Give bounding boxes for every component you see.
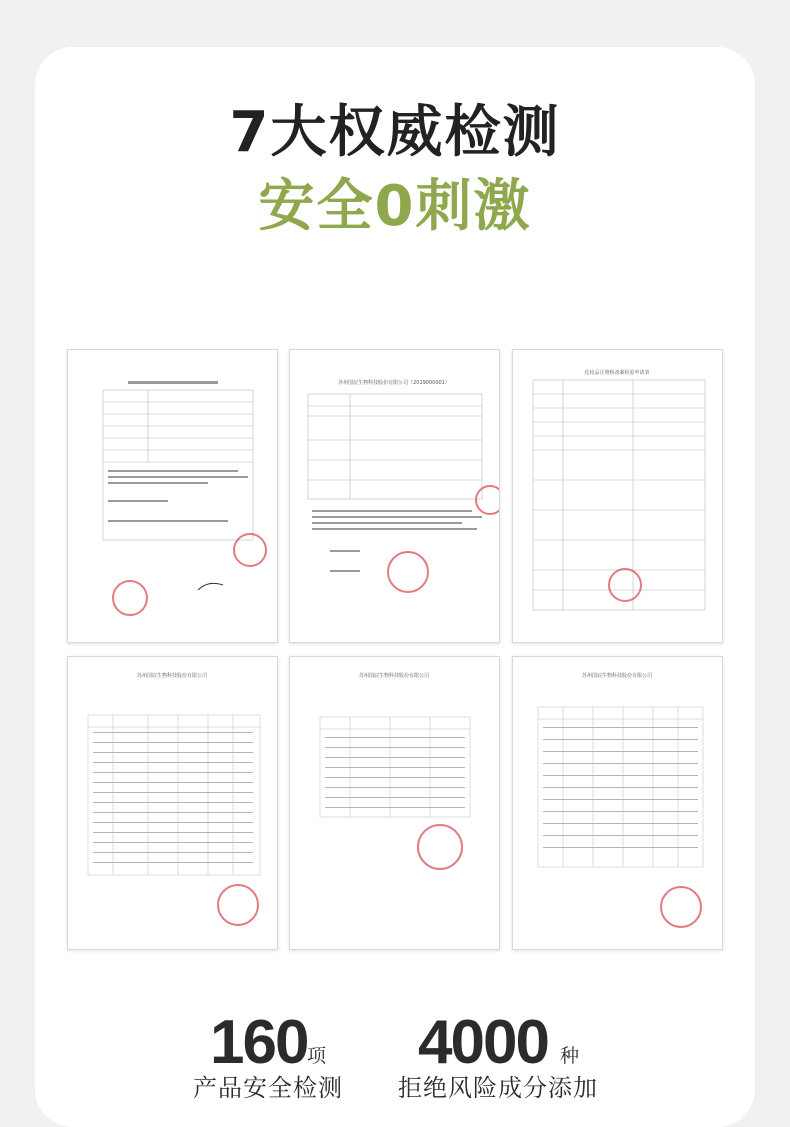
stat-number-tests: 160: [210, 1008, 308, 1077]
test-report-document-5: [289, 656, 500, 950]
stat-label-tests: 产品安全检测: [193, 1074, 343, 1102]
stat-label-ingredients: 拒绝风险成分添加: [398, 1074, 598, 1102]
document-heading: 苏州国辰生物科技股份有限公司: [358, 673, 430, 679]
test-report-document-3: [512, 349, 723, 643]
page-title: 7大权威检测: [229, 100, 561, 165]
page-subtitle: 安全0刺激: [258, 174, 532, 239]
document-heading: 苏州国辰生物科技股份有限公司: [581, 673, 653, 679]
document-heading: 苏州国辰生物科技股份有限公司（2019000001）: [338, 380, 450, 386]
test-report-document-2: [289, 349, 500, 643]
stat-unit-ingredients: 种: [560, 1045, 580, 1067]
test-report-document-1: [67, 349, 278, 643]
stat-number-ingredients: 4000: [418, 1008, 548, 1077]
document-heading: 苏州国辰生物科技股份有限公司: [136, 673, 208, 679]
document-heading: 化妆品注册和备案检验申请表: [584, 370, 650, 376]
test-report-document-4: [67, 656, 278, 950]
stat-unit-tests: 项: [307, 1045, 327, 1067]
test-report-document-6: [512, 656, 723, 950]
